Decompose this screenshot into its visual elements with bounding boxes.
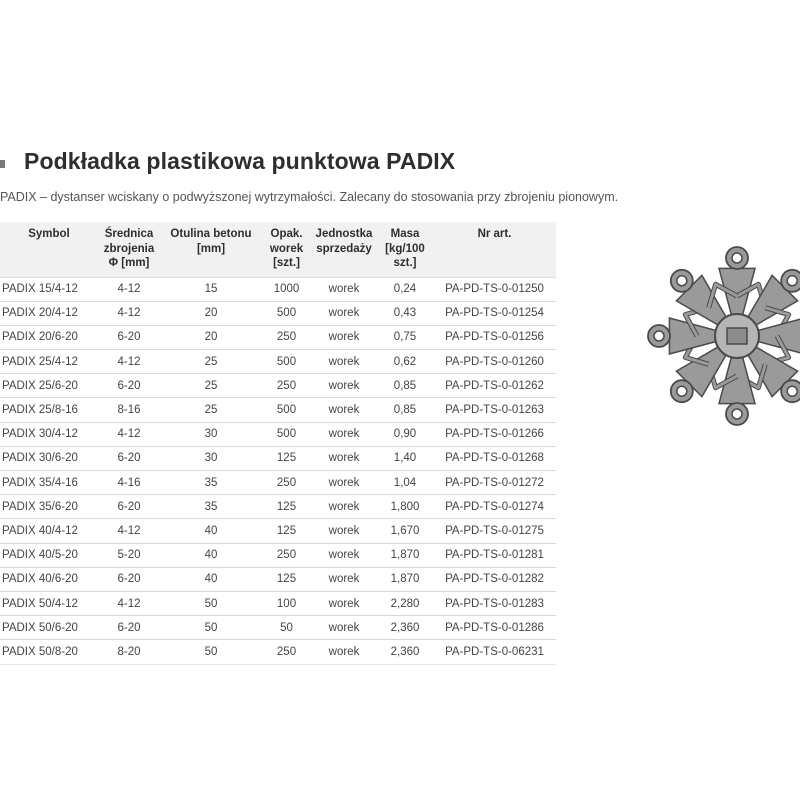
product-table-container <box>0 222 556 665</box>
cell-unit: worek <box>311 616 377 640</box>
cell-mass: 0,90 <box>377 422 433 446</box>
cell-article: PA-PD-TS-0-01274 <box>433 495 556 519</box>
cell-unit: worek <box>311 325 377 349</box>
cell-symbol: PADIX 35/6-20 <box>0 495 98 519</box>
cell-mass: 2,360 <box>377 640 433 664</box>
cell-article: PA-PD-TS-0-01254 <box>433 301 556 325</box>
cell-mass: 2,360 <box>377 616 433 640</box>
cell-cover: 50 <box>160 616 262 640</box>
table-row <box>0 567 556 591</box>
cell-article: PA-PD-TS-0-01282 <box>433 567 556 591</box>
cell-diameter: 5-20 <box>98 543 160 567</box>
cell-mass: 0,85 <box>377 374 433 398</box>
cell-unit: worek <box>311 350 377 374</box>
cell-diameter: 4-12 <box>98 277 160 301</box>
cell-cover: 50 <box>160 640 262 664</box>
cell-cover: 20 <box>160 325 262 349</box>
cell-article: PA-PD-TS-0-01263 <box>433 398 556 422</box>
cell-symbol: PADIX 50/4-12 <box>0 591 98 615</box>
cell-cover: 40 <box>160 567 262 591</box>
column-header-unit: Jednostka sprzedaży <box>311 222 377 277</box>
cell-mass: 1,04 <box>377 471 433 495</box>
cell-unit: worek <box>311 495 377 519</box>
cell-mass: 1,870 <box>377 543 433 567</box>
cell-cover: 30 <box>160 446 262 470</box>
cell-package: 100 <box>262 591 311 615</box>
table-row <box>0 471 556 495</box>
cell-unit: worek <box>311 446 377 470</box>
cell-article: PA-PD-TS-0-01272 <box>433 471 556 495</box>
column-header-package: Opak. worek [szt.] <box>262 222 311 277</box>
cell-diameter: 6-20 <box>98 325 160 349</box>
cell-symbol: PADIX 20/6-20 <box>0 325 98 349</box>
column-header-diameter: Średnica zbrojenia Φ [mm] <box>98 222 160 277</box>
cell-diameter: 4-12 <box>98 422 160 446</box>
spacer-hub-clip <box>727 328 747 344</box>
cell-diameter: 4-12 <box>98 350 160 374</box>
cell-package: 50 <box>262 616 311 640</box>
cell-diameter: 4-12 <box>98 591 160 615</box>
cell-unit: worek <box>311 277 377 301</box>
cell-diameter: 6-20 <box>98 495 160 519</box>
cell-diameter: 6-20 <box>98 567 160 591</box>
table-row <box>0 640 556 664</box>
table-row <box>0 519 556 543</box>
cell-unit: worek <box>311 398 377 422</box>
page-subtitle: PADIX – dystanser wciskany o podwyższonej wytrzymałości. Zalecany do stosowania przy zbrojeniu pionowym. <box>0 190 619 204</box>
column-header-cover: Otulina betonu [mm] <box>160 222 262 277</box>
cell-package: 500 <box>262 398 311 422</box>
table-row <box>0 591 556 615</box>
cell-unit: worek <box>311 543 377 567</box>
cell-cover: 25 <box>160 398 262 422</box>
cell-symbol: PADIX 40/4-12 <box>0 519 98 543</box>
cell-article: PA-PD-TS-0-01268 <box>433 446 556 470</box>
table-row <box>0 325 556 349</box>
page-title: Podkładka plastikowa punktowa PADIX <box>24 148 456 174</box>
table-row <box>0 350 556 374</box>
cell-symbol: PADIX 15/4-12 <box>0 277 98 301</box>
cell-cover: 50 <box>160 591 262 615</box>
cell-article: PA-PD-TS-0-06231 <box>433 640 556 664</box>
cell-symbol: PADIX 40/5-20 <box>0 543 98 567</box>
cell-diameter: 4-16 <box>98 471 160 495</box>
cell-symbol: PADIX 25/6-20 <box>0 374 98 398</box>
cell-cover: 25 <box>160 374 262 398</box>
table-row <box>0 422 556 446</box>
cell-diameter: 8-16 <box>98 398 160 422</box>
spacer-ring-hole <box>677 276 687 286</box>
cell-symbol: PADIX 30/6-20 <box>0 446 98 470</box>
cell-mass: 1,40 <box>377 446 433 470</box>
column-header-article: Nr art. <box>433 222 556 277</box>
cell-mass: 0,75 <box>377 325 433 349</box>
cell-mass: 2,280 <box>377 591 433 615</box>
cell-symbol: PADIX 25/4-12 <box>0 350 98 374</box>
cell-unit: worek <box>311 591 377 615</box>
cell-article: PA-PD-TS-0-01283 <box>433 591 556 615</box>
spacer-ring-hole <box>654 331 664 341</box>
cell-unit: worek <box>311 422 377 446</box>
cell-unit: worek <box>311 567 377 591</box>
table-row <box>0 616 556 640</box>
cell-cover: 40 <box>160 543 262 567</box>
cell-cover: 15 <box>160 277 262 301</box>
cell-cover: 35 <box>160 471 262 495</box>
table-row <box>0 543 556 567</box>
cell-cover: 40 <box>160 519 262 543</box>
table-row <box>0 446 556 470</box>
table-row <box>0 374 556 398</box>
cell-package: 125 <box>262 567 311 591</box>
cell-article: PA-PD-TS-0-01260 <box>433 350 556 374</box>
cell-package: 500 <box>262 350 311 374</box>
cell-package: 1000 <box>262 277 311 301</box>
cell-diameter: 6-20 <box>98 446 160 470</box>
cell-article: PA-PD-TS-0-01250 <box>433 277 556 301</box>
cell-symbol: PADIX 30/4-12 <box>0 422 98 446</box>
cell-mass: 0,85 <box>377 398 433 422</box>
title-accent-mark <box>0 160 5 168</box>
spacer-ring-hole <box>787 386 797 396</box>
cell-package: 250 <box>262 325 311 349</box>
cell-article: PA-PD-TS-0-01256 <box>433 325 556 349</box>
table-row <box>0 301 556 325</box>
table-header-row <box>0 222 556 277</box>
cell-unit: worek <box>311 519 377 543</box>
column-header-mass: Masa [kg/100 szt.] <box>377 222 433 277</box>
cell-diameter: 8-20 <box>98 640 160 664</box>
cell-symbol: PADIX 20/4-12 <box>0 301 98 325</box>
table-row <box>0 398 556 422</box>
cell-package: 250 <box>262 543 311 567</box>
cell-cover: 20 <box>160 301 262 325</box>
cell-package: 125 <box>262 519 311 543</box>
cell-mass: 0,43 <box>377 301 433 325</box>
cell-cover: 35 <box>160 495 262 519</box>
cell-package: 250 <box>262 374 311 398</box>
spacer-ring-hole <box>677 386 687 396</box>
cell-diameter: 4-12 <box>98 301 160 325</box>
cell-mass: 1,800 <box>377 495 433 519</box>
spacer-ring-hole <box>732 409 742 419</box>
cell-article: PA-PD-TS-0-01281 <box>433 543 556 567</box>
cell-unit: worek <box>311 374 377 398</box>
cell-unit: worek <box>311 301 377 325</box>
cell-cover: 25 <box>160 350 262 374</box>
cell-mass: 0,62 <box>377 350 433 374</box>
cell-symbol: PADIX 35/4-16 <box>0 471 98 495</box>
cell-article: PA-PD-TS-0-01275 <box>433 519 556 543</box>
cell-diameter: 6-20 <box>98 616 160 640</box>
cell-article: PA-PD-TS-0-01286 <box>433 616 556 640</box>
cell-package: 500 <box>262 301 311 325</box>
cell-symbol: PADIX 50/6-20 <box>0 616 98 640</box>
padix-spacer-image <box>646 244 800 444</box>
cell-mass: 0,24 <box>377 277 433 301</box>
cell-article: PA-PD-TS-0-01262 <box>433 374 556 398</box>
cell-package: 250 <box>262 640 311 664</box>
cell-diameter: 4-12 <box>98 519 160 543</box>
spacer-ring-hole <box>732 253 742 263</box>
cell-unit: worek <box>311 471 377 495</box>
table-body <box>0 277 556 664</box>
cell-article: PA-PD-TS-0-01266 <box>433 422 556 446</box>
cell-mass: 1,870 <box>377 567 433 591</box>
product-table <box>0 222 556 665</box>
table-row <box>0 277 556 301</box>
column-header-symbol: Symbol <box>0 222 98 277</box>
cell-unit: worek <box>311 640 377 664</box>
product-image <box>646 244 800 444</box>
cell-package: 500 <box>262 422 311 446</box>
cell-package: 125 <box>262 495 311 519</box>
cell-diameter: 6-20 <box>98 374 160 398</box>
cell-package: 125 <box>262 446 311 470</box>
cell-symbol: PADIX 50/8-20 <box>0 640 98 664</box>
cell-symbol: PADIX 40/6-20 <box>0 567 98 591</box>
spacer-ring-hole <box>787 276 797 286</box>
cell-mass: 1,670 <box>377 519 433 543</box>
cell-package: 250 <box>262 471 311 495</box>
cell-symbol: PADIX 25/8-16 <box>0 398 98 422</box>
table-row <box>0 495 556 519</box>
cell-cover: 30 <box>160 422 262 446</box>
